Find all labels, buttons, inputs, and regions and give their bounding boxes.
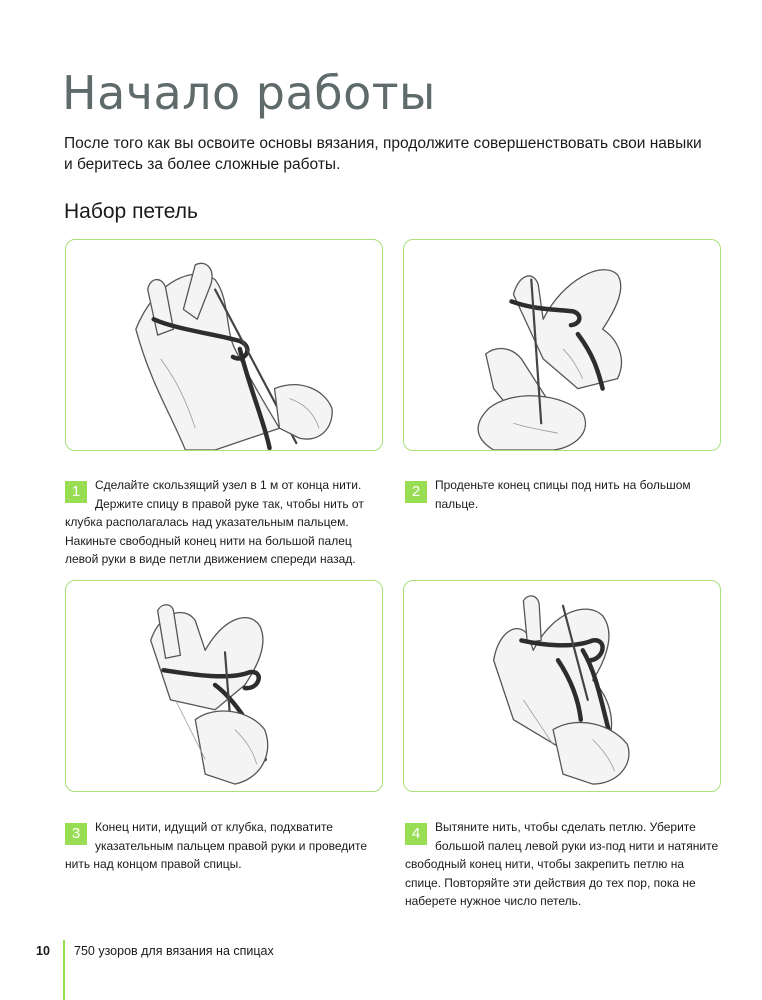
hands-knitting-illustration-2 (404, 240, 720, 450)
step-number-badge: 3 (65, 823, 87, 845)
step-text: Проденьте конец спицы под нить на большом пальце. (435, 478, 691, 511)
step-number-badge: 2 (405, 481, 427, 503)
page-number: 10 (36, 944, 50, 958)
step-3 (65, 818, 383, 874)
hands-knitting-illustration-3 (66, 581, 382, 791)
step-1 (65, 476, 383, 569)
book-title: 750 узоров для вязания на спицах (74, 944, 274, 958)
step-2 (405, 476, 723, 513)
step-text: Сделайте скользящий узел в 1 м от конца нити. Держите спицу в правой руке так, чтобы нить от клубка располагалась над указательным пальцем. Накиньте свободный конец нити на большой палец левой руки в виде петли движением спереди назад. (65, 478, 364, 566)
step-text: Вытяните нить, чтобы сделать петлю. Уберите большой палец левой руки из-под нити и натяните свободный конец нити, чтобы закрепить петлю на спице. Повторяйте эти действия до тех пор, пока не наберете нужное число петель. (405, 820, 719, 908)
illustration-panel-3 (65, 580, 383, 792)
illustration-panel-2 (403, 239, 721, 451)
footer-divider (63, 940, 65, 1000)
section-title: Набор петель (64, 200, 198, 223)
step-text: Конец нити, идущий от клубка, подхватите указательным пальцем правой руки и проведите нить над концом правой спицы. (65, 820, 368, 871)
step-number-badge: 4 (405, 823, 427, 845)
page-title: Начало работы (62, 66, 436, 120)
illustration-panel-1 (65, 239, 383, 451)
step-4 (405, 818, 723, 911)
step-number-badge: 1 (65, 481, 87, 503)
illustration-panel-4 (403, 580, 721, 792)
intro-paragraph: После того как вы освоите основы вязания, продолжите совершенствовать свои навыки и беритесь за более сложные работы. (64, 135, 702, 173)
hands-knitting-illustration-1 (66, 240, 382, 450)
hands-knitting-illustration-4 (404, 581, 720, 791)
